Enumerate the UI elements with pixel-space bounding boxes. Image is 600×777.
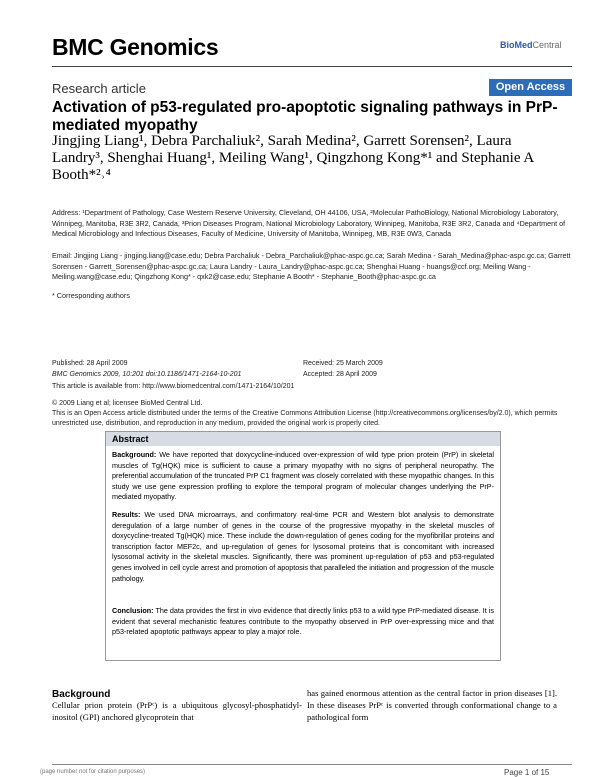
received-info <box>303 359 383 380</box>
corresponding-note: * Corresponding authors <box>52 291 130 300</box>
abstract-conclusion-label: Conclusion: <box>112 606 154 615</box>
abstract-results-text: We used DNA microarrays, and confirmatory real-time PCR and Western blot analysis to demonstrate deregulation of a large number of genes in the course of the progressive myopathy in the skeletal muscles of doxycycline-treated Tg(HQK) mice. These include the down-regulation of genes coding for the myofibrillar proteins and transcription factor MEF2c, and up-regulation of genes for lysosomal proteins that is concomitant with increased lysosomal activity in the skeletal muscles. Significantly, there was prominent up-regulation of p53 and p53-regulated genes involved in cell cycle arrest and promotion of apoptosis that paralleled the initiation and progression of the muscle pathology. <box>112 510 494 583</box>
logo-part-a: BioMed <box>500 40 533 50</box>
journal-title: BMC Genomics <box>52 34 219 60</box>
abstract-background-text: We have reported that doxycycline-induced over-expression of wild type prion protein (PrP) in skeletal muscles of Tg(HQK) mice is sufficient to cause a primary myopathy with no signs of peripheral neuropathy. The preferential accumulation of the truncated PrP C1 fragment was closely correlated with these myopathic changes. In this study we use gene expression profiling to explore the temporal program of molecular changes underlying the PrP-mediated myopathy. <box>112 450 494 502</box>
page-number: Page 1 of 15 <box>504 768 550 777</box>
abstract-box <box>105 431 501 661</box>
background-heading: Background <box>52 689 111 700</box>
license-text: This is an Open Access article distributed under the terms of the Creative Commons Attribution License (http://creativecommons.org/licenses/by/2.0), which permits unrestricted use, distribution, and reproduction in any medium, provided the original work is properly cited. <box>52 410 558 427</box>
background-left-column: Cellular prion protein (PrPᶜ) is a ubiquitous glycosyl-phosphatidyl-inositol (GPI) anchored glycoprotein that <box>52 700 302 722</box>
author-emails: Email: Jingjing Liang - jingjing.liang@case.edu; Debra Parchaliuk - Debra_Parchaliuk@phac-aspc.gc.ca; Sarah Medina - Sarah_Medina@phac-aspc.gc.ca; Garrett Sorensen - Garrett_Sorensen@phac-aspc.gc.ca; Laura Landry - Laura_Landry@phac-aspc.gc.ca; Shenghai Huang - huangs@ccf.org; Meiling Wang - Meiling.wang@case.edu; Qingzhong Kong* - qxk2@case.edu; Stephanie A Booth* - Stephanie_Booth@phac-aspc.gc.ca <box>52 251 571 281</box>
article-type: Research article <box>52 81 146 96</box>
abstract-results <box>112 510 494 584</box>
abstract-background-label: Background: <box>112 450 157 459</box>
accepted-date: Accepted: 28 April 2009 <box>303 370 377 378</box>
abstract-conclusion <box>112 606 494 638</box>
availability-link[interactable]: This article is available from: http://www.biomedcentral.com/1471-2164/10/201 <box>52 383 295 390</box>
background-right-column: has gained enormous attention as the central factor in prion diseases [1]. In these diseases PrPᶜ is converted through conformational change to a pathological form <box>307 688 557 722</box>
author-list: Jingjing Liang¹, Debra Parchaliuk², Sarah Medina², Garrett Sorensen², Laura Landry³, Shenghai Huang¹, Meiling Wang¹, Qingzhong Kong*¹ and Stephanie A Booth*²˒⁴ <box>52 133 534 183</box>
abstract-heading: Abstract <box>106 432 500 446</box>
publication-info <box>52 359 241 380</box>
footer-note: (page number not for citation purposes) <box>40 769 146 775</box>
abstract-background <box>112 450 494 503</box>
copyright-line: © 2009 Liang et al; licensee BioMed Central Ltd. <box>52 400 203 407</box>
abstract-conclusion-text: The data provides the first in vivo evidence that directly links p53 to a wild type PrP-mediated disease. It is evident that several mechanistic features contribute to the myopathy observed in PrP over-expressing mice and that p53-related apoptotic pathways appear to play a major role. <box>112 606 494 637</box>
citation: BMC Genomics 2009, 10:201 doi:10.1186/1471-2164-10-201 <box>52 370 242 378</box>
article-title: Activation of p53-regulated pro-apoptotic signaling pathways in PrP-mediated myopathy <box>52 99 558 134</box>
open-access-badge[interactable]: Open Access <box>489 79 572 96</box>
header-divider <box>52 66 572 67</box>
logo-part-b: Central <box>532 40 562 50</box>
abstract-results-label: Results: <box>112 510 141 519</box>
affiliations: Address: ¹Department of Pathology, Case Western Reserve University, Cleveland, OH 44106, USA, ²Molecular PathoBiology, National Microbiology Laboratory, Winnipeg, Manitoba, R3E 3R2, Canada, ³Prion Diseases Program, National Microbiology Laboratory, Winnipeg, Manitoba, R3E 3R2, Canada and ⁴Department of Medical Microbiology and Infectious Diseases, Faculty of Medicine, University of Manitoba, Winnipeg, MB, R3E 0W3, Canada <box>52 208 566 238</box>
published-date: Published: 28 April 2009 <box>52 360 128 367</box>
copyright-block <box>52 399 572 429</box>
received-date: Received: 25 March 2009 <box>303 360 383 367</box>
publisher-logo[interactable] <box>500 40 562 50</box>
footer-divider <box>52 764 572 765</box>
